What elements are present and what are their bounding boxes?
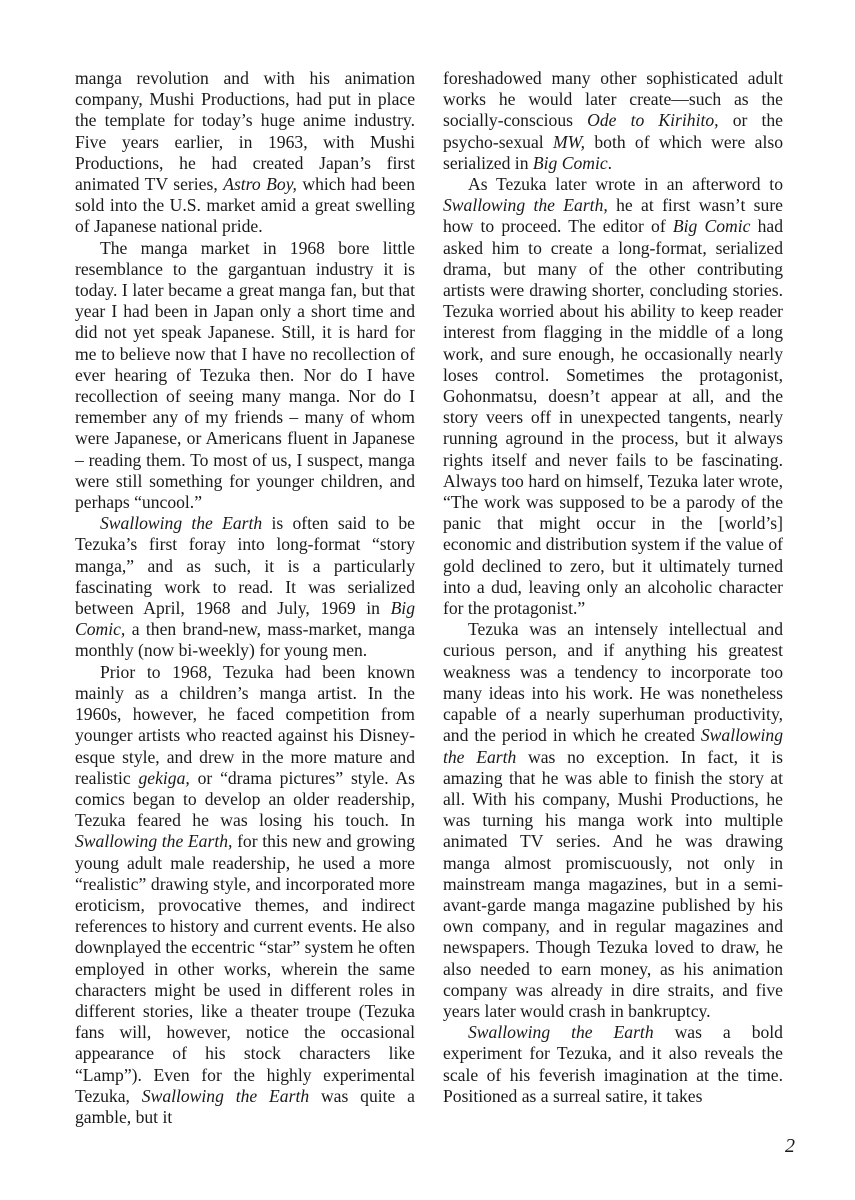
right-column [443,68,783,1107]
paragraph: manga revolution and with his animation company, Mushi Productions, had put in place the template for today’s huge anime industry. Five years earlier, in 1963, with Mushi Productions, he had created Japan’s first animated TV series, Astro Boy, which had been sold into the U.S. market amid a great swelling of Japanese national pride. [75,68,415,237]
paragraph: Swallowing the Earth is often said to be Tezuka’s first foray into long-format “story manga,” and as such, it is a particularly fascinating work to read. It was serialized between April, 1968 and July, 1969 in Big Comic, a then brand-new, mass-market, manga monthly (now bi-weekly) for young men. [75,513,415,661]
paragraph: As Tezuka later wrote in an afterword to Swallowing the Earth, he at first wasn’t sure how to proceed. The editor of Big Comic had asked him to create a long-format, serialized drama, but many of the other contributing artists were drawing shorter, concluding stories. Tezuka worried about his ability to keep reader interest from flagging in the middle of a long work, and sure enough, he occasionally nearly loses control. Sometimes the protagonist, Gohonmatsu, doesn’t appear at all, and the story veers off in unexpected tangents, nearly running aground in the process, but it always rights itself and never fails to be fascinating. Always too hard on himself, Tezuka later wrote, “The work was supposed to be a parody of the panic that might occur in the [world’s] economic and distribution system if the value of gold declined to zero, but it ultimately turned into a dud, leaving only an alcoholic character for the protagonist.” [443,174,783,619]
paragraph: Tezuka was an intensely intellectual and curious person, and if anything his greatest weakness was a tendency to incorporate too many ideas into his work. He was nonetheless capable of a nearly superhuman productivity, and the period in which he created Swallowing the Earth was no exception. In fact, it is amazing that he was able to finish the story at all. With his company, Mushi Productions, he was turning his manga work into multiple animated TV series. And he was drawing manga almost promiscuously, not only in mainstream manga magazines, but in a semi-avant-garde manga magazine published by his own company, and in regular magazines and newspapers. Though Tezuka loved to draw, he also needed to earn money, as his animation company was already in dire straits, and five years later would crash in bankruptcy. [443,619,784,1021]
paragraph: Prior to 1968, Tezuka had been known mainly as a children’s manga artist. In the 1960s, however, he faced competition from younger artists who reacted against his Disney-esque style, and drew in the more mature and realistic gekiga, or “drama pictures” style. As comics began to develop an older readership, Tezuka feared he was losing his touch. In Swallowing the Earth, for this new and growing young adult male readership, he used a more “realistic” drawing style, and incorporated more eroticism, provocative themes, and indirect references to history and current events. He also downplayed the eccentric “star” system he often employed in other works, wherein the same characters might be used in different roles in different stories, like a theater troupe (Tezuka fans will, however, notice the occasional appearance of his stock characters like “Lamp”). Even for the highly experimental Tezuka, Swallowing the Earth was quite a gamble, but it [75,661,416,1127]
left-column [75,68,415,1128]
page-number: 2 [785,1135,795,1157]
paragraph: Swallowing the Earth was a bold experiment for Tezuka, and it also reveals the scale of his feverish imagination at the time. Positioned as a surreal satire, it takes [443,1022,783,1106]
paragraph: The manga market in 1968 bore little resemblance to the gargantuan industry it is today. I later became a great manga fan, but that year I had been in Japan only a short time and did not yet speak Japanese. Still, it is hard for me to believe now that I have no recollection of ever hearing of Tezuka then. Nor do I have recollection of seeing many manga. Nor do I remember any of my friends – many of whom were Japanese, or Americans fluent in Japanese – reading them. To most of us, I suspect, manga were still something for younger children, and perhaps “uncool.” [75,237,415,513]
paragraph: foreshadowed many other sophisticated adult works he would later create—such as the socially-conscious Ode to Kirihito, or the psycho-sexual MW, both of which were also serialized in Big Comic. [443,68,783,173]
